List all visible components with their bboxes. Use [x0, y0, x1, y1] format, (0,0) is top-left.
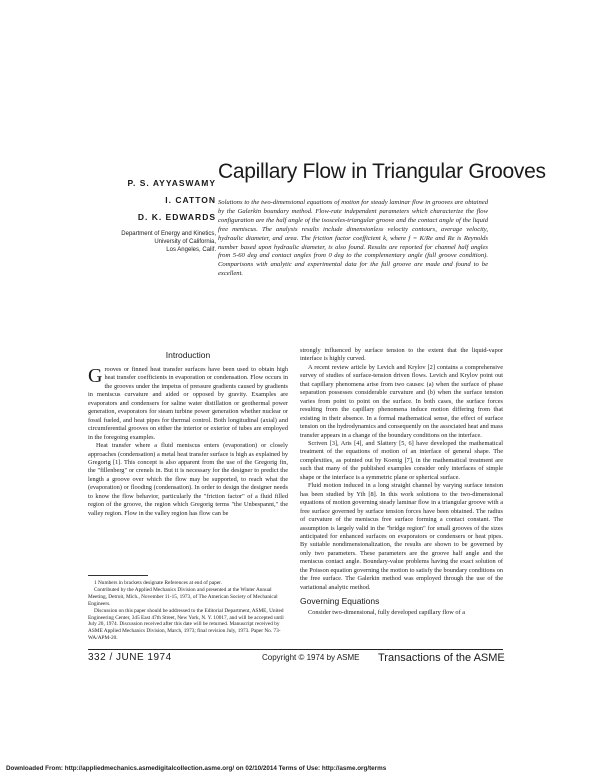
copyright-notice: Copyright © 1974 by ASME	[262, 653, 360, 662]
footnote-divider	[88, 575, 148, 576]
body-paragraph: Fluid motion induced in a long straight channel by varying surface tension has been studied by Yih [8]. In this work solutions to the two-dimensional equations of motion governing steady laminar flow in a triangular groove with a free surface governed by surface tension forces have been obtained. The radius of curvature of the meniscus free surface forming a contact constant. The assumption is largely valid in the "bridge region" for small grooves of the sizes anticipated for enhanced surfaces on evaporators or condensers or heat pipes. By suitable nondimensionalization, the results are shown to be governed by only two parameters. These parameters are the groove half angle and the meniscus contact angle. Boundary-value problems having the exact solution of the Poisson equation governing the motion to satisfy the boundary conditions on the free surface. The Galerkin method was employed through the use of the variational analytic method.	[300, 482, 503, 591]
column-left	[88, 366, 288, 518]
footnotes	[88, 580, 288, 642]
body-paragraph: strongly influenced by surface tension to the extent that the liquid-vapor interface is highly curved.	[300, 347, 503, 363]
body-paragraph: Scriven [3], Aris [4], and Slattery [5, 6] have developed the mathematical treatment of the equations of motion of an interface of general shape. The complexities, as pointed out by Koenig [7], in the mathematical treatment are such that many of the published examples consider only interfaces of simple shape or the interface is a symmetric plane or spherical surface.	[300, 439, 503, 481]
body-paragraph: A recent review article by Levich and Krylov [2] contains a comprehensive survey of studies of surface-tension driven flows. Levich and Krylov point out that capillary phenomena arise from two causes: (a) when the surface of phase separation possesses considerable curvature and (b) when the surface tension varies from point to point on the surface. In both cases, the surface forces resulting from the capillary phenomena induce motion differing from that existing in their absence. In a formal mathematical sense, the effect of surface tension on the hydrodynamics and consequently on the associated heat and mass transfer appears in a change of the boundary conditions on the interface.	[300, 363, 503, 439]
footnote: 1 Numbers in brackets designate References at end of paper.	[94, 580, 222, 586]
footnote: Contributed by the Applied Mechanics Division and presented at the Winter Annual Meeting, Detroit, Mich., November 11-15, 1973, of The American Society of Mechanical Engineers.	[88, 586, 278, 607]
governing-equations-heading: Governing Equations	[300, 596, 380, 607]
intro-paragraph: Grooves or finned heat transfer surfaces have been used to obtain high heat transfer coefficients in evaporation or condensation. Flow occurs in the grooves under the impetus of pressure gradients caused by gradients in meniscus curvature and aided or opposed by gravity. Examples are evaporators and condensers for saline water distillation or geothermal power generation, evaporators for steam turbine power generation whether nuclear or fossil fueled, and heat pipes for thermal control. Both longitudinal (axial) and circumferential grooves on either the interior or exterior of tubes are employed in the foregoing examples.	[88, 365, 288, 441]
journal-name: Transactions of the ASME	[378, 652, 505, 664]
author-name: P. S. AYYASWAMY	[127, 178, 216, 188]
footer-divider	[88, 649, 503, 650]
author-block	[86, 175, 216, 254]
page-number: 332 / JUNE 1974	[88, 652, 172, 663]
download-notice: Downloaded From: http://appliedmechanics.asmedigitalcollection.asme.org/ on 02/10/2014 Terms of Use: http://asme.org/terms	[6, 765, 387, 772]
author-name: I. CATTON	[165, 195, 216, 205]
author-name: D. K. EDWARDS	[137, 212, 216, 222]
paper-title: Capillary Flow in Triangular Grooves	[218, 160, 546, 183]
body-paragraph: Consider two-dimensional, fully developed capillary flow of a	[308, 608, 466, 616]
column-right	[300, 347, 503, 617]
intro-paragraph: Heat transfer where a fluid meniscus enters (evaporation) or closely approaches (condensation) a metal heat transfer surface is high as explained by Gregorig [1]. This concept is also apparent from the use of the Gregorig fin, the "fillenberg" or crenels in. But it is necessary for the designer to predict the length a groove over which the flow may be supported, to reach what the (evaporation) or flooding (condensation). In order to design the designer needs to know the flow behavior, particularly the "friction factor" of a fluid filled region of the groove, the region which Gregorig terms "the Unbespannt," the valley region. Flow in the valley region has flow can be	[88, 442, 288, 517]
introduction-heading: Introduction	[165, 350, 211, 360]
affiliation: Department of Energy and Kinetics, University of California, Los Angeles, Calif.	[121, 231, 216, 253]
abstract: Solutions to the two-dimensional equations of motion for steady laminar flow in grooves are obtained by the Galerkin boundary method. Flow-rate independent parameters which characterize the flow configuration are the half angle of the isosceles-triangular groove and the contact angle of the liquid free meniscus. The analysis results include dimensionless velocity contours, average velocity, hydraulic diameter, and area. The friction factor coefficient k, where f = K/Re and Re is Reynolds number based upon hydraulic diameter, is also found. Results are reported for channel half angles from 5-60 deg and contact angles from 0 deg to the complementary angle (full groove condition). Comparisons with analytic and experimental data for the full groove are made and found to be excellent.	[218, 199, 488, 278]
footnote: Discussion on this paper should be addressed to the Editorial Department, ASME, United Engineering Center, 345 East 47th Street, New York, N. Y. 10017, and will be accepted until July 20, 1974. Discussion received after this date will be returned. Manuscript received by ASME Applied Mechanics Division, March, 1973; final revision July, 1973. Paper No. 73-WA/APM-20.	[88, 607, 284, 642]
drop-cap: G	[88, 365, 103, 387]
